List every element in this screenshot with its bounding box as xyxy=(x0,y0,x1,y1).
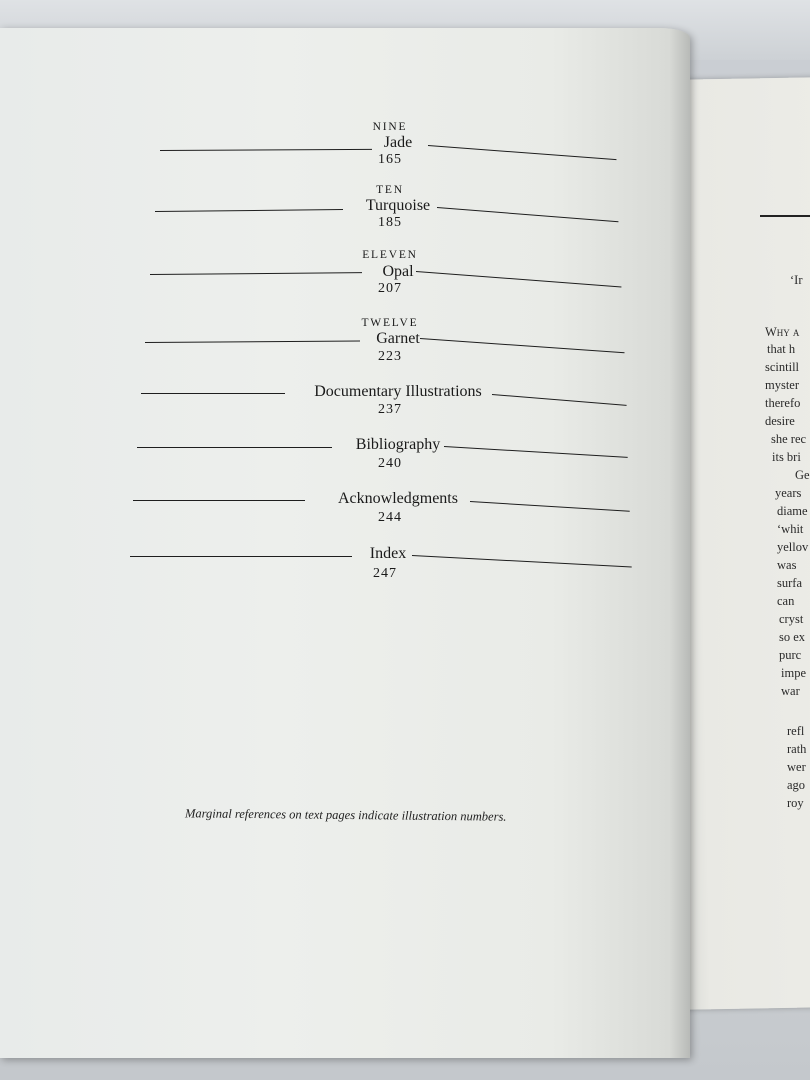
right-page-line: purc xyxy=(779,648,802,662)
right-page-line: war xyxy=(781,684,800,698)
toc-page-number: 247 xyxy=(373,566,397,581)
toc-page-number: 237 xyxy=(378,402,402,417)
right-page-line: yellov xyxy=(777,540,809,554)
toc-page-number: 240 xyxy=(378,456,402,471)
right-page-line: impe xyxy=(781,666,806,680)
toc-chapter-title[interactable]: Jade xyxy=(383,134,413,151)
toc-chapter-title[interactable]: Index xyxy=(369,545,407,562)
right-page-line: Ge xyxy=(795,468,810,482)
toc-chapter-title[interactable]: Acknowledgments xyxy=(338,490,458,507)
right-page-line: ‘Ir xyxy=(790,273,803,287)
right-page-line: years xyxy=(775,486,802,500)
toc-chapter-title[interactable]: Opal xyxy=(382,263,414,280)
toc-page-number: 223 xyxy=(378,349,402,364)
right-page-line: Why a xyxy=(765,325,800,339)
toc-chapter-title[interactable]: Documentary Illustrations xyxy=(314,383,482,400)
toc-page-number: 185 xyxy=(378,215,402,230)
toc-rule-left xyxy=(141,393,285,394)
toc-page-number: 207 xyxy=(378,281,402,296)
right-page-line: cryst xyxy=(779,612,804,626)
toc-rule-left xyxy=(133,500,305,501)
toc-page-number: 165 xyxy=(378,152,402,167)
right-page-line: myster xyxy=(765,378,800,392)
right-page-line: wer xyxy=(787,760,806,774)
toc-chapter-title[interactable]: Garnet xyxy=(376,330,420,347)
toc-rule-left xyxy=(137,447,332,448)
right-page-line: scintill xyxy=(765,360,800,374)
right-page-line: its bri xyxy=(772,450,801,464)
toc-chapter-number: TEN xyxy=(376,184,404,196)
right-page-line: refl xyxy=(787,724,805,738)
toc-chapter-title[interactable]: Turquoise xyxy=(365,197,431,214)
right-page-line: was xyxy=(777,558,797,572)
left-page xyxy=(0,28,690,1058)
toc-rule-left xyxy=(130,556,352,557)
right-page-line: diame xyxy=(777,504,808,518)
right-page-line: she rec xyxy=(771,432,807,446)
right-page-line: so ex xyxy=(779,630,806,644)
right-page-line: therefo xyxy=(765,396,801,410)
footer-note: Marginal references on text pages indicate illustration numbers. xyxy=(184,806,507,824)
right-page-line: roy xyxy=(787,796,804,810)
right-page-line: can xyxy=(777,594,795,608)
right-page-line: ago xyxy=(787,778,806,792)
right-page-line: ‘whit xyxy=(777,522,804,536)
toc-chapter-number: ELEVEN xyxy=(362,249,418,261)
toc-chapter-title[interactable]: Bibliography xyxy=(355,436,441,453)
right-page-line: that h xyxy=(767,342,796,356)
toc-chapter-number: NINE xyxy=(372,121,408,133)
toc-chapter-number: TWELVE xyxy=(361,317,419,329)
right-page-line: desire xyxy=(765,414,795,428)
right-page-rule xyxy=(760,215,810,217)
right-page-line: rath xyxy=(787,742,807,756)
right-page-line: surfa xyxy=(777,576,802,590)
toc-page-number: 244 xyxy=(378,510,402,525)
